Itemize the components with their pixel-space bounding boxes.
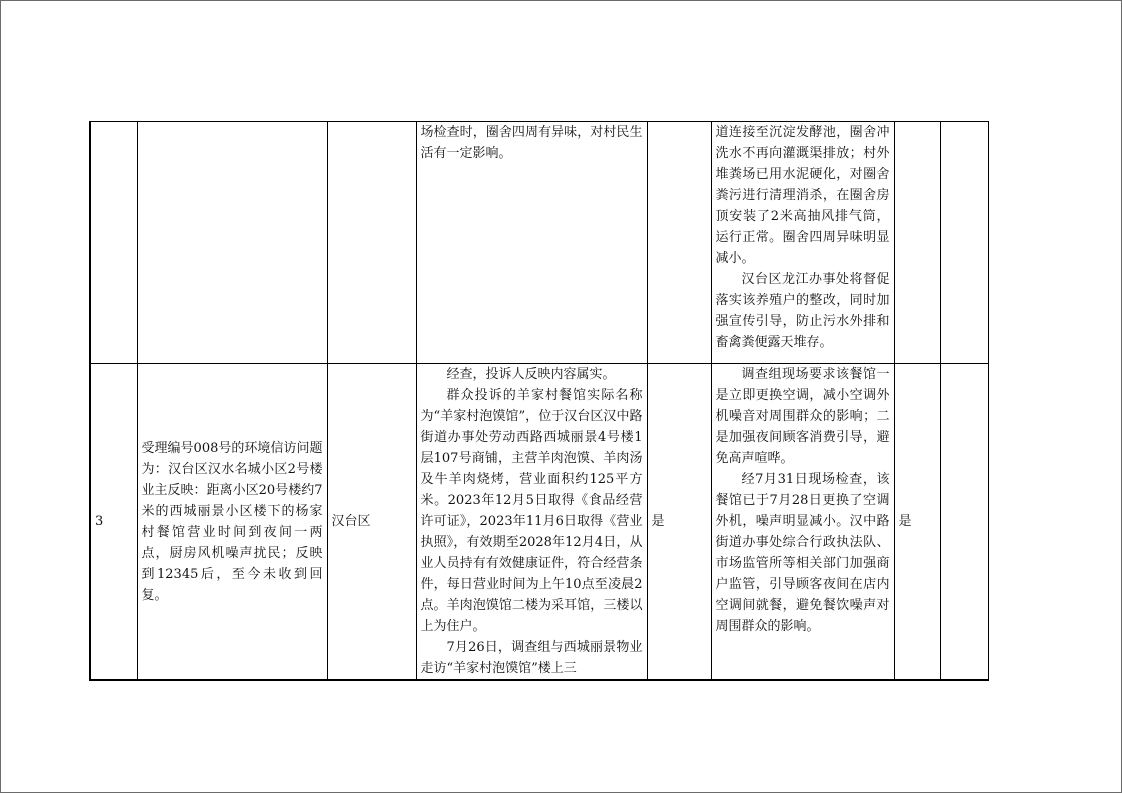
cell-measures-continued xyxy=(711,122,894,364)
measures-text: 调查组现场要求该餐馆一是立即更换空调，减小空调外机噪音对周围群众的影响；二是加强夜间顾客消费引导，避免高声喧哗。 xyxy=(715,367,890,466)
investigation-text: 经查，投诉人反映内容属实。 xyxy=(446,367,616,382)
table-row-previous xyxy=(90,122,988,364)
investigation-text: 群众投诉的羊家村餐馆实际名称为“羊家村泡馍馆”，位于汉台区汉中路街道办事处劳动西路西城丽景4号楼1层107号商铺，主营羊肉泡馍、羊肉汤及牛羊肉烧烤，营业面积约125平方米。2023年12月5日取得《食品经营许可证》，2023年11月6日取得《营业执照》，有效期至2028年12月4日，从业人员持有有效健康证件，符合经营条件，每日营业时间为上午10点至凌晨2点。羊肉泡馍馆二楼为采耳馆，三楼以上为住户。 xyxy=(420,388,643,634)
cell-number-empty xyxy=(90,122,137,364)
cell-verified-empty xyxy=(647,122,711,364)
cell-completed: 是 xyxy=(894,364,940,681)
table-row-3 xyxy=(90,364,988,681)
measures-text: 道连接至沉淀发酵池，圈舍冲洗水不再向灌溉渠排放；村外堆粪场已用水泥硬化，对圈舍粪污进行清理消杀，在圈舍房顶安装了2米高抽风排气筒，运行正常。圈舍四周异味明显减小。 xyxy=(715,125,890,266)
cell-remark-empty xyxy=(940,122,988,364)
complaint-text: 受理编号008号的环境信访问题为：汉台区汉水名城小区2号楼业主反映：距离小区20号楼约7米的西城丽景小区楼下的杨家村餐馆营业时间到夜间一两点，厨房风机噪声扰民；反映到12345后，至今未收到回复。 xyxy=(141,440,323,603)
cell-complaint xyxy=(137,364,327,681)
cell-measures xyxy=(711,364,894,681)
investigation-text: 场检查时，圈舍四周有异味，对村民生活有一定影响。 xyxy=(420,125,643,161)
cell-completed-empty xyxy=(894,122,940,364)
cell-complaint-empty xyxy=(137,122,327,364)
complaint-table xyxy=(89,121,989,681)
cell-remark xyxy=(940,364,988,681)
cell-number: 3 xyxy=(90,364,137,681)
cell-investigation xyxy=(416,364,647,681)
measures-text: 汉台区龙江办事处将督促落实该养殖户的整改，同时加强宣传引导，防止污水外排和畜禽粪便露天堆存。 xyxy=(715,272,890,350)
cell-district-empty xyxy=(327,122,416,364)
cell-verified: 是 xyxy=(647,364,711,681)
cell-investigation-continued xyxy=(416,122,647,364)
measures-text: 经7月31日现场检查，该餐馆已于7月28日更换了空调外机，噪声明显减小。汉中路街道办事处综合行政执法队、市场监管所等相关部门加强商户监管，引导顾客夜间在店内空调间就餐，避免餐饮噪声对周围群众的影响。 xyxy=(715,472,890,634)
investigation-text: 7月26日，调查组与西城丽景物业走访“羊家村泡馍馆”楼上三 xyxy=(420,640,643,676)
cell-district: 汉台区 xyxy=(327,364,416,681)
